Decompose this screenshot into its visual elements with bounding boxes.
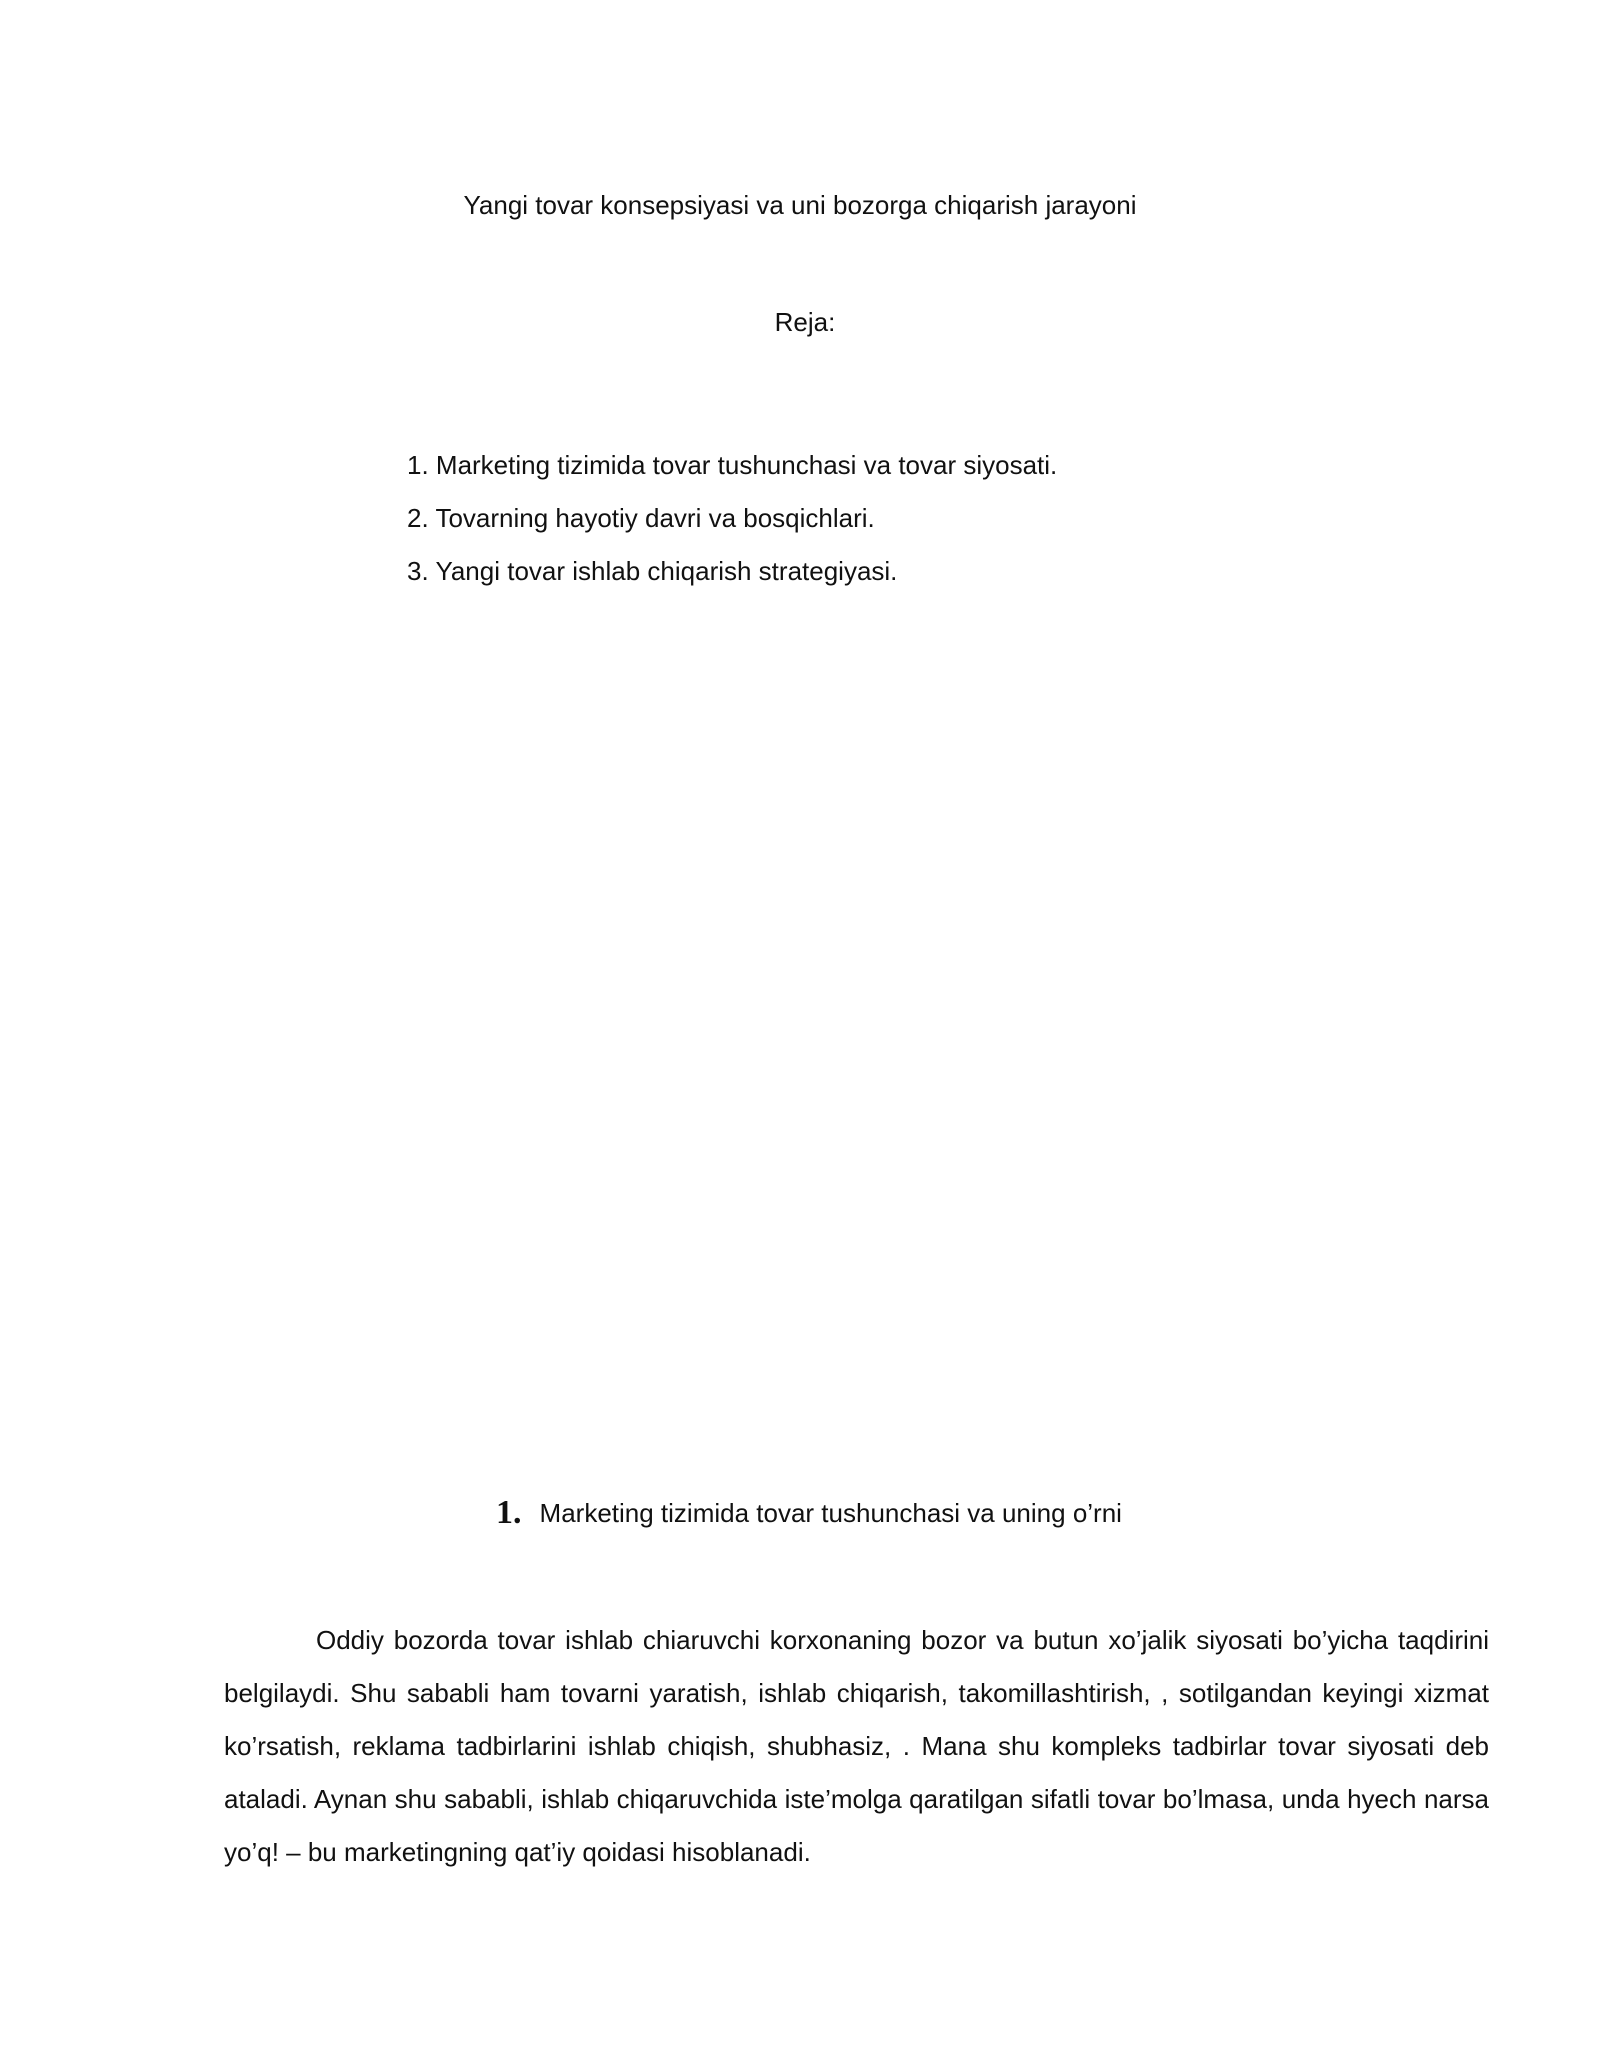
plan-item: 1. Marketing tizimida tovar tushunchasi va tovar siyosati. [407,450,1058,480]
section-number: 1. [496,1494,522,1531]
document-title: Yangi tovar konsepsiyasi va uni bozorga chiqarish jarayoni [463,190,1137,220]
section-title: Marketing tizimida tovar tushunchasi va uning o’rni [539,1498,1122,1528]
plan-item: 2. Tovarning hayotiy davri va bosqichlari. [407,503,875,533]
plan-list [407,448,1057,607]
plan-label: Reja: [774,307,836,337]
body-paragraph: Oddiy bozorda tovar ishlab chiaruvchi korxonaning bozor va butun xo’jalik siyosati bo’yicha taqdirini belgilaydi. Shu sababli ham tovarni yaratish, ishlab chiqarish, takomillashtirish, , sotilgandan keyingi xizmat ko’rsatish, reklama tadbirlarini ishlab chiqish, shubhasiz, . Mana shu kompleks tadbirlar tovar siyosati deb ataladi. Aynan shu sababli, ishlab chiqaruvchida iste’molga qaratilgan sifatli tovar bo’lmasa, unda hyech narsa yo’q! – bu marketingning qat’iy qoidasi hisoblanadi. [224,1625,1489,1867]
section-heading [0,1493,1600,1533]
plan-item: 3. Yangi tovar ishlab chiqarish strategiyasi. [407,556,898,586]
